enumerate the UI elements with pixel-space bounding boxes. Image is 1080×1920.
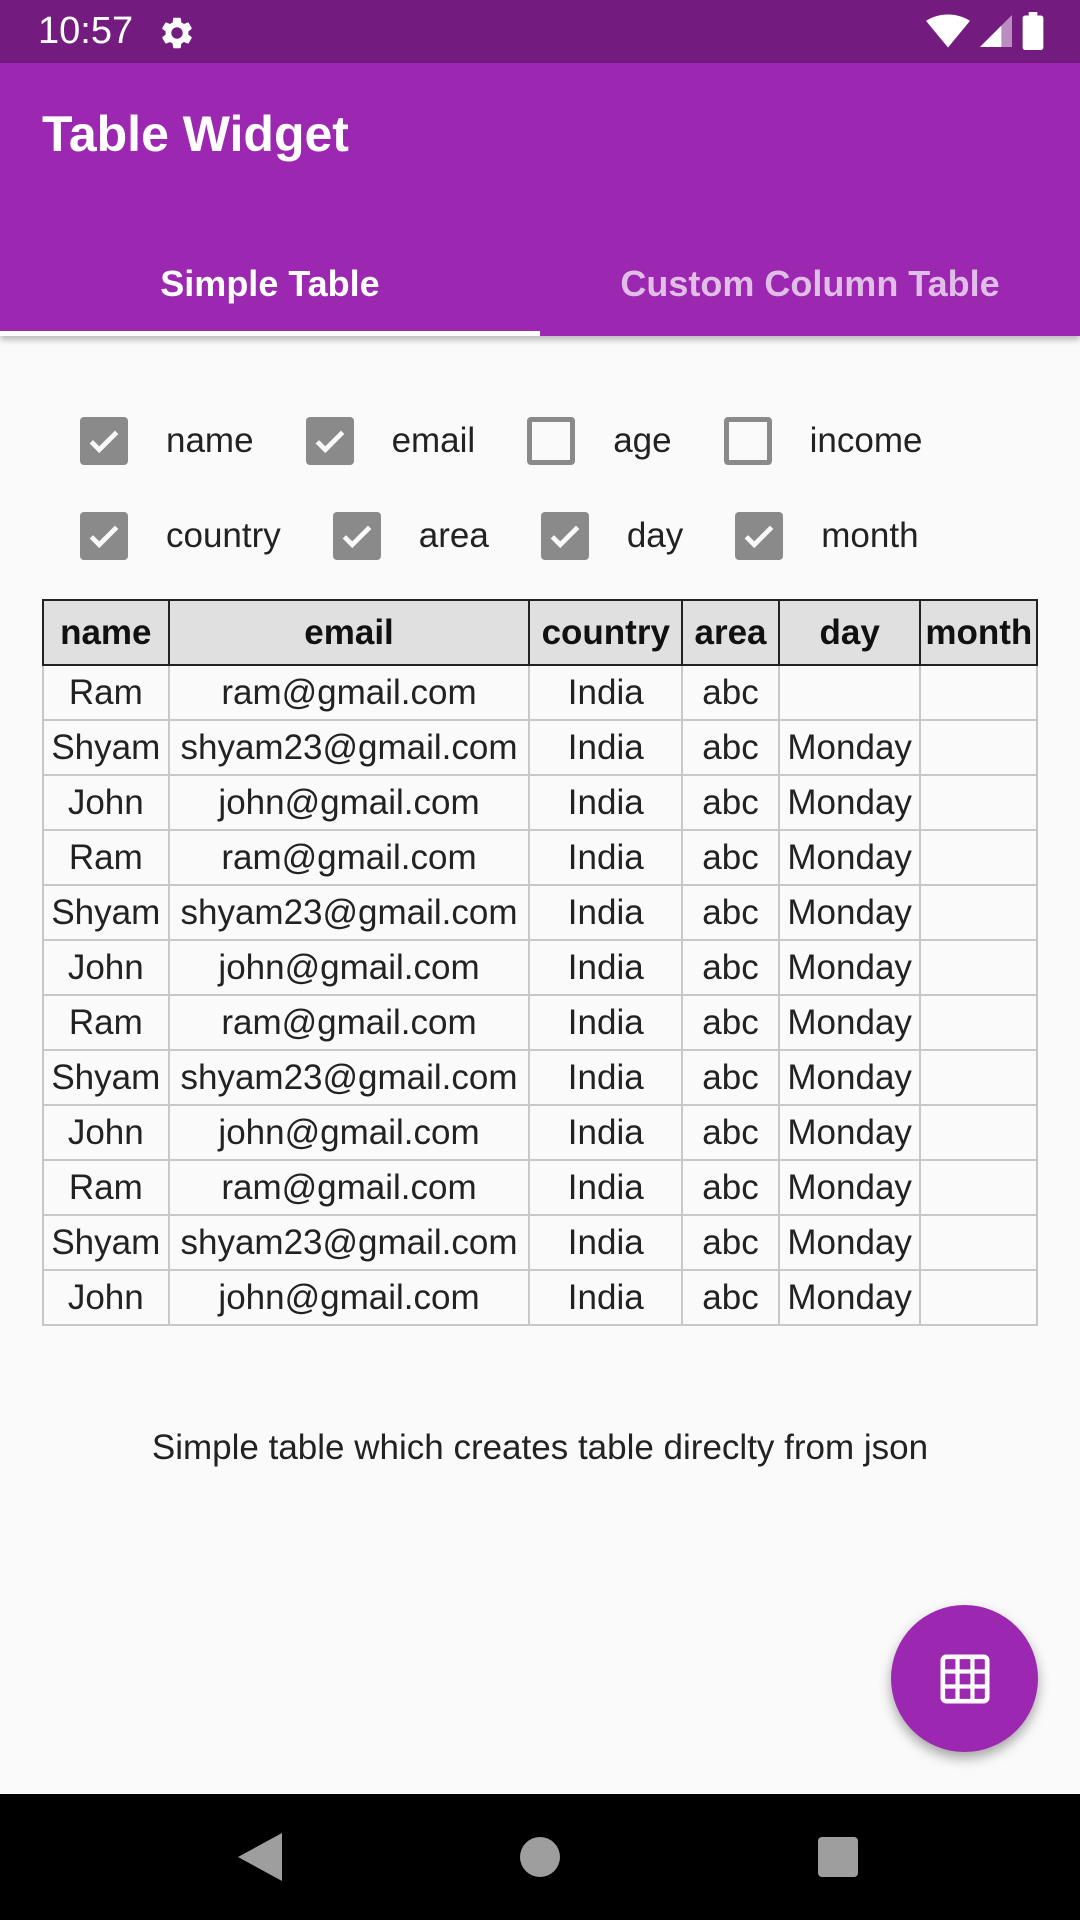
cell-day: Monday <box>779 1215 920 1270</box>
tab-custom-column-table[interactable] <box>540 238 1080 336</box>
cell-name: Shyam <box>43 1050 169 1105</box>
cell-country: India <box>529 830 682 885</box>
cell-area: abc <box>682 665 779 720</box>
cell-day: Monday <box>779 830 920 885</box>
cell-email: shyam23@gmail.com <box>169 885 530 940</box>
system-nav-bar <box>0 1794 1080 1920</box>
table-row <box>43 885 1037 940</box>
filter-name[interactable] <box>80 417 254 465</box>
nav-back-button[interactable] <box>200 1794 320 1920</box>
cell-month <box>920 775 1037 830</box>
cell-email: shyam23@gmail.com <box>169 1215 530 1270</box>
checkbox-day[interactable] <box>541 512 589 560</box>
filter-label: day <box>626 516 684 555</box>
filter-age[interactable] <box>527 417 671 465</box>
cell-area: abc <box>682 1105 779 1160</box>
cell-email: john@gmail.com <box>169 775 530 830</box>
cell-month <box>920 940 1037 995</box>
checkbox-country[interactable] <box>80 512 128 560</box>
cell-name: John <box>43 1105 169 1160</box>
nav-home-button[interactable] <box>480 1794 600 1920</box>
table-row <box>43 830 1037 885</box>
cell-month <box>920 1105 1037 1160</box>
cell-email: ram@gmail.com <box>169 995 530 1050</box>
cell-month <box>920 1160 1037 1215</box>
checkbox-age[interactable] <box>527 417 575 465</box>
status-icons <box>926 12 1044 50</box>
tab-simple-table[interactable] <box>0 238 540 336</box>
check-icon <box>338 517 376 555</box>
cell-name: Ram <box>43 830 169 885</box>
cell-month <box>920 885 1037 940</box>
column-header-month: month <box>920 600 1037 665</box>
cell-email: john@gmail.com <box>169 940 530 995</box>
status-time: 10:57 <box>38 10 134 52</box>
cell-area: abc <box>682 1215 779 1270</box>
gear-icon <box>158 14 196 52</box>
cell-name: John <box>43 775 169 830</box>
checkbox-email[interactable] <box>306 417 354 465</box>
cell-email: shyam23@gmail.com <box>169 1050 530 1105</box>
column-filter-row <box>80 511 919 561</box>
table-row <box>43 720 1037 775</box>
filter-label: area <box>418 516 489 555</box>
table-row <box>43 995 1037 1050</box>
filter-label: email <box>391 421 476 460</box>
cell-country: India <box>529 775 682 830</box>
cell-country: India <box>529 940 682 995</box>
cell-name: Ram <box>43 665 169 720</box>
cell-month <box>920 1270 1037 1325</box>
cell-area: abc <box>682 775 779 830</box>
cell-country: India <box>529 1105 682 1160</box>
cell-area: abc <box>682 720 779 775</box>
table-header-row <box>43 600 1037 665</box>
cell-month <box>920 995 1037 1050</box>
column-header-name: name <box>43 600 169 665</box>
cell-name: Ram <box>43 1160 169 1215</box>
table-row <box>43 1050 1037 1105</box>
cell-email: ram@gmail.com <box>169 1160 530 1215</box>
check-icon <box>311 422 349 460</box>
cell-name: Ram <box>43 995 169 1050</box>
nav-recents-button[interactable] <box>778 1794 898 1920</box>
cell-area: abc <box>682 940 779 995</box>
check-icon <box>85 422 123 460</box>
app-bar <box>0 63 1080 336</box>
column-header-email: email <box>169 600 530 665</box>
grid-fab-button[interactable] <box>891 1605 1038 1752</box>
data-table <box>42 599 1038 1326</box>
wifi-icon <box>926 14 970 48</box>
cell-month <box>920 830 1037 885</box>
table-row <box>43 1105 1037 1160</box>
cell-name: John <box>43 940 169 995</box>
tab-bar <box>0 238 1080 336</box>
cell-month <box>920 720 1037 775</box>
home-icon <box>520 1837 560 1877</box>
filter-label: name <box>166 421 254 460</box>
checkbox-area[interactable] <box>333 512 381 560</box>
cell-month <box>920 1050 1037 1105</box>
check-icon <box>546 517 584 555</box>
cell-day: Monday <box>779 775 920 830</box>
filter-label: income <box>809 421 923 460</box>
column-header-area: area <box>682 600 779 665</box>
cell-day: Monday <box>779 940 920 995</box>
data-table-container[interactable] <box>42 599 1038 1326</box>
cell-email: ram@gmail.com <box>169 830 530 885</box>
cell-country: India <box>529 995 682 1050</box>
cell-area: abc <box>682 1160 779 1215</box>
checkbox-income[interactable] <box>724 417 772 465</box>
cell-country: India <box>529 1160 682 1215</box>
filter-label: age <box>613 421 672 460</box>
cell-area: abc <box>682 830 779 885</box>
column-filter-row <box>80 416 922 466</box>
checkbox-name[interactable] <box>80 417 128 465</box>
cell-area: abc <box>682 885 779 940</box>
cell-day: Monday <box>779 1160 920 1215</box>
table-row <box>43 940 1037 995</box>
tab-label: Simple Table <box>160 263 380 304</box>
table-row <box>43 665 1037 720</box>
cell-country: India <box>529 720 682 775</box>
checkbox-month[interactable] <box>735 512 783 560</box>
app-title: Table Widget <box>42 106 349 162</box>
cell-area: abc <box>682 1270 779 1325</box>
table-row <box>43 1215 1037 1270</box>
cell-name: John <box>43 1270 169 1325</box>
cell-day <box>779 665 920 720</box>
filter-month[interactable] <box>735 512 918 560</box>
recents-icon <box>818 1837 858 1877</box>
cell-country: India <box>529 1050 682 1105</box>
cell-name: Shyam <box>43 885 169 940</box>
filter-label: country <box>166 516 281 555</box>
cell-name: Shyam <box>43 1215 169 1270</box>
battery-icon <box>1022 12 1044 50</box>
cell-day: Monday <box>779 885 920 940</box>
filter-day[interactable] <box>541 512 683 560</box>
cell-day: Monday <box>779 720 920 775</box>
cell-day: Monday <box>779 1050 920 1105</box>
table-caption: Simple table which creates table direclty from json <box>151 1428 929 1467</box>
column-header-country: country <box>529 600 682 665</box>
signal-icon <box>980 14 1012 48</box>
back-icon <box>238 1833 282 1881</box>
cell-day: Monday <box>779 995 920 1050</box>
status-bar <box>0 0 1080 63</box>
check-icon <box>740 517 778 555</box>
cell-area: abc <box>682 1050 779 1105</box>
cell-email: shyam23@gmail.com <box>169 720 530 775</box>
cell-area: abc <box>682 995 779 1050</box>
filter-income[interactable] <box>724 417 923 465</box>
cell-country: India <box>529 665 682 720</box>
cell-day: Monday <box>779 1270 920 1325</box>
table-row <box>43 775 1037 830</box>
cell-name: Shyam <box>43 720 169 775</box>
filter-area[interactable] <box>333 512 489 560</box>
cell-country: India <box>529 1215 682 1270</box>
filter-email[interactable] <box>306 417 476 465</box>
check-icon <box>85 517 123 555</box>
table-row <box>43 1270 1037 1325</box>
cell-day: Monday <box>779 1105 920 1160</box>
cell-email: john@gmail.com <box>169 1270 530 1325</box>
tab-label: Custom Column Table <box>620 263 1000 304</box>
cell-country: India <box>529 885 682 940</box>
cell-country: India <box>529 1270 682 1325</box>
grid-icon <box>937 1651 993 1707</box>
cell-email: ram@gmail.com <box>169 665 530 720</box>
column-header-day: day <box>779 600 920 665</box>
cell-month <box>920 1215 1037 1270</box>
cell-month <box>920 665 1037 720</box>
filter-country[interactable] <box>80 512 281 560</box>
cell-email: john@gmail.com <box>169 1105 530 1160</box>
table-row <box>43 1160 1037 1215</box>
tab-indicator <box>0 331 540 336</box>
filter-label: month <box>821 516 919 555</box>
